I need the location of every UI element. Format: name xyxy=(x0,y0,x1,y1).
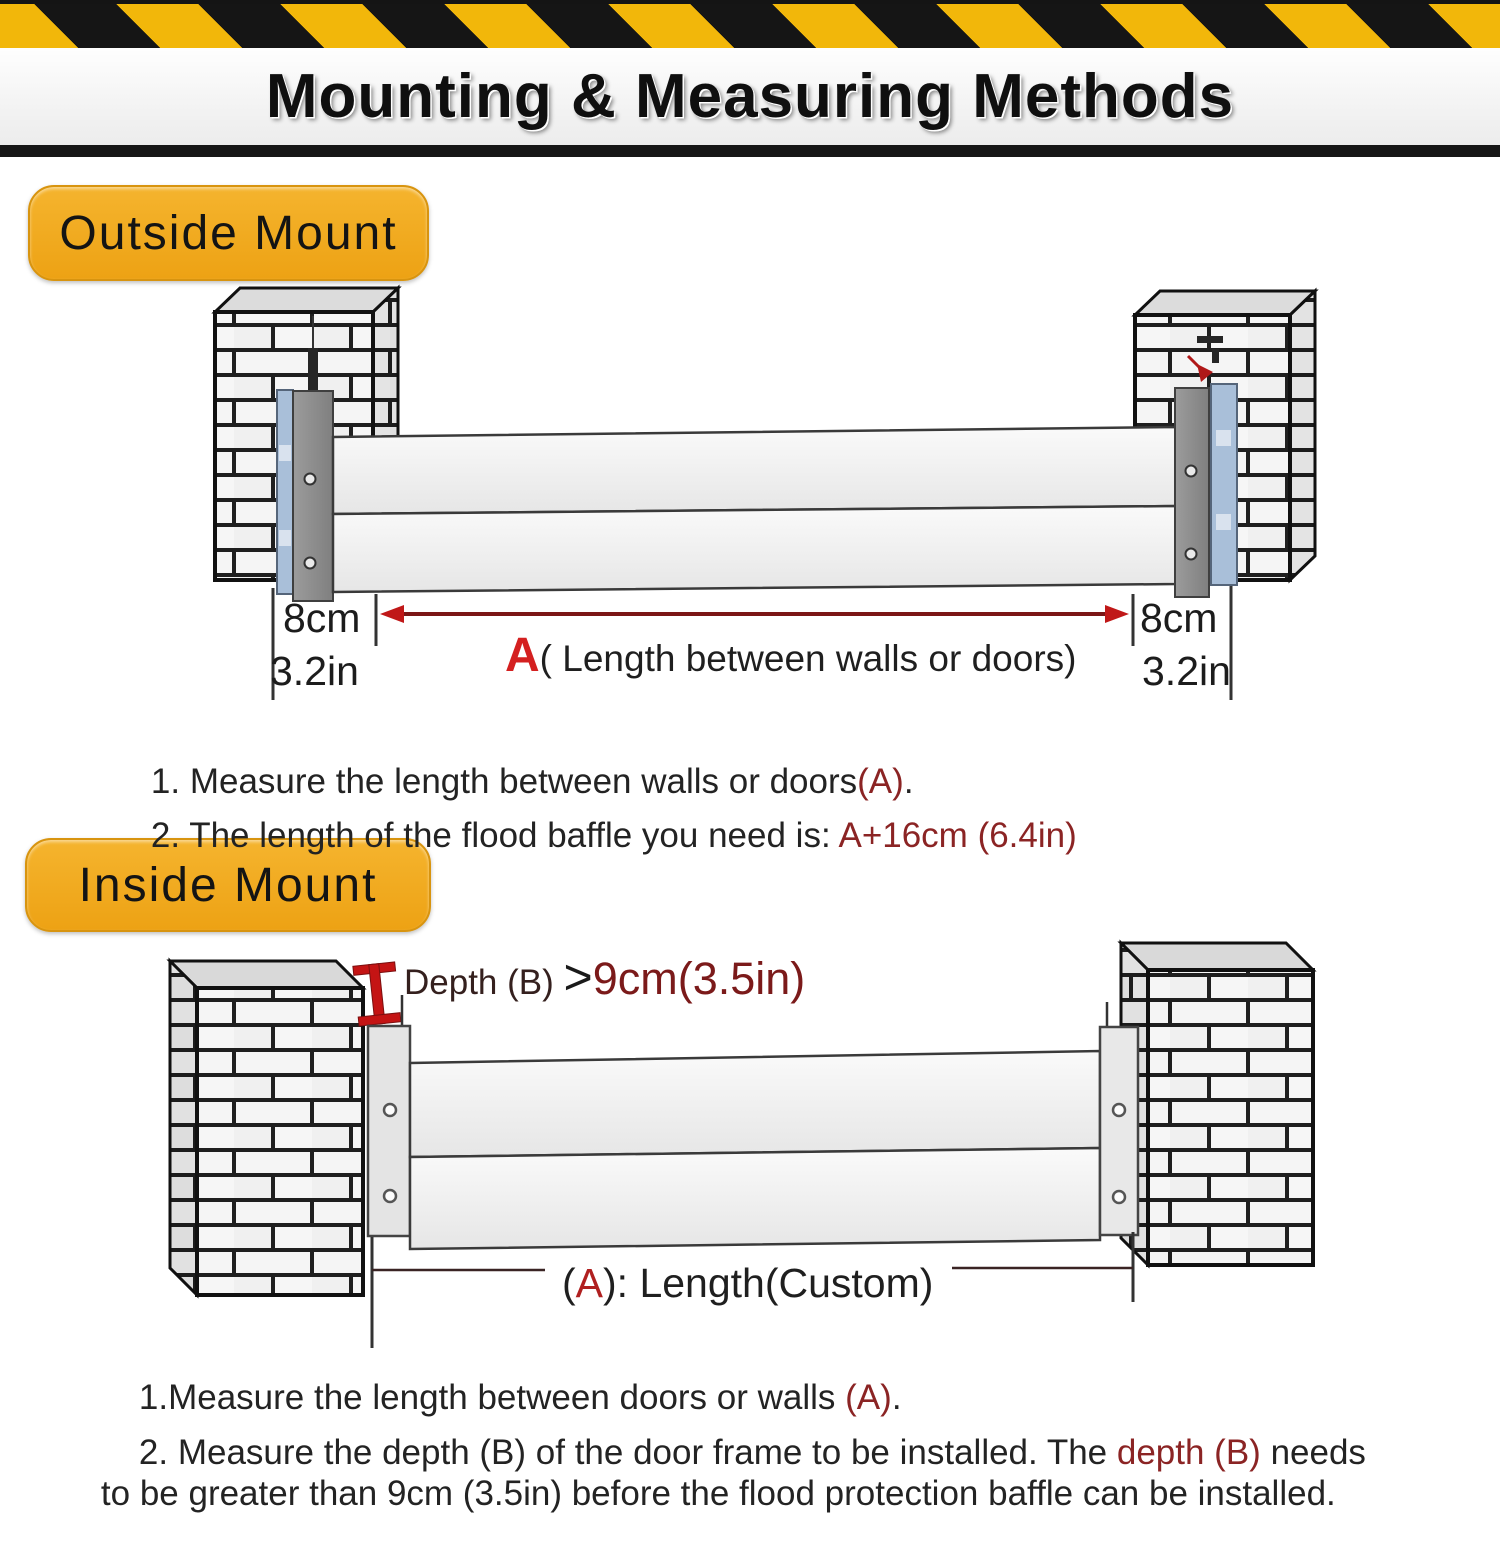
anchor-slot xyxy=(308,348,318,392)
flood-baffle-panel xyxy=(333,427,1176,592)
length-a-label: A ( Length between walls or doors) xyxy=(505,629,1077,682)
length-a-letter: A xyxy=(505,629,540,682)
outside-step-2: 2. The length of the flood baffle you need is: A+16cm (6.4in) xyxy=(150,816,1077,855)
outside-mount-badge-label: Outside Mount xyxy=(59,206,398,260)
depth-b-label: Depth (B) > 9cm(3.5in) xyxy=(404,949,806,1005)
left-dimension-inch: 3.2in xyxy=(270,648,359,694)
left-bracket-assembly xyxy=(277,390,333,601)
screw xyxy=(1186,466,1197,477)
title-band xyxy=(0,48,1500,145)
greater-than-sign: > xyxy=(563,949,593,1005)
left-bracket xyxy=(368,1026,410,1236)
inside-step-2-line-2: to be greater than 9cm (3.5in) before the flood protection baffle can be installed. xyxy=(100,1474,1336,1513)
right-dimension-cm: 8cm xyxy=(1140,595,1218,641)
outside-mount-badge xyxy=(28,185,429,281)
length-a-letter: A xyxy=(575,1260,604,1306)
mounting-bracket xyxy=(1175,388,1209,597)
anchor-mark xyxy=(1212,349,1219,363)
flood-baffle-panel xyxy=(410,1051,1100,1249)
right-dimension-inch: 3.2in xyxy=(1142,648,1231,694)
screw xyxy=(384,1190,396,1202)
length-dimension-arrow xyxy=(380,605,1129,623)
screw xyxy=(1113,1191,1125,1203)
gasket-strip xyxy=(1211,384,1237,585)
length-custom-label: ( A ): Length(Custom) xyxy=(562,1260,934,1306)
anchor-mark xyxy=(1197,336,1223,343)
page-title: Mounting & Measuring Methods xyxy=(265,62,1235,131)
hazard-stripe-banner xyxy=(0,0,1500,52)
screw xyxy=(305,558,316,569)
inside-step-1: 1.Measure the length between doors or walls (A). xyxy=(138,1378,902,1417)
inside-mount-badge-label: Inside Mount xyxy=(78,858,378,912)
right-bracket-assembly xyxy=(1175,384,1237,597)
title-underbar xyxy=(0,145,1500,157)
inside-step-2-line-1: 2. Measure the depth (B) of the door frame to be installed. The depth (B) needs xyxy=(138,1433,1366,1472)
left-dimension-cm: 8cm xyxy=(283,595,361,641)
mounting-bracket xyxy=(293,391,333,601)
right-bracket xyxy=(1100,1027,1138,1235)
outside-step-1: 1. Measure the length between walls or doors(A). xyxy=(150,762,914,801)
screw xyxy=(1113,1104,1125,1116)
screw xyxy=(305,474,316,485)
screw xyxy=(384,1104,396,1116)
screw xyxy=(1186,549,1197,560)
gasket-strip xyxy=(277,390,293,594)
right-brick-pillar xyxy=(1121,943,1313,1265)
left-brick-pillar xyxy=(170,961,363,1295)
